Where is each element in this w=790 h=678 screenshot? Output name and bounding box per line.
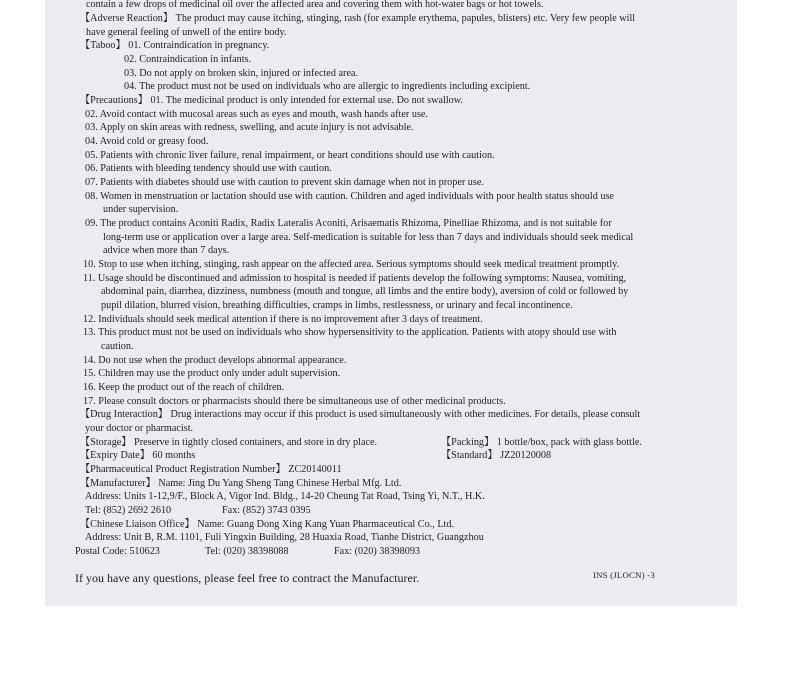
- taboo-line: 03. Do not apply on broken skin, injured or infected area.: [124, 68, 358, 79]
- registration-number-line: 【Pharmaceutical Product Registration Number】 ZC20140011: [80, 464, 342, 475]
- precautions-line: abdominal pain, diarrhea, dizziness, numbness (mouth and tongue, all limbs and the entire body), aversion of cold or followed by: [101, 286, 629, 297]
- precautions-line: 07. Patients with diabetes should use with caution to prevent skin damage when not in proper use.: [85, 177, 484, 188]
- standard-line: 【Standard】 JZ20120008: [441, 450, 552, 461]
- liaison-tel: Tel: (020) 38398088: [205, 546, 289, 557]
- precautions-line: 05. Patients with chronic liver failure, renal impairment, or heart conditions should use with caution.: [85, 150, 495, 161]
- precautions-line: long-term use or application over a large area. Self-medication is suitable for less than 7 days and individuals should seek medical: [103, 232, 634, 243]
- manufacturer-fax: Fax: (852) 3743 0395: [222, 505, 311, 516]
- taboo-line: 【Taboo】 01. Contraindication in pregnancy.: [80, 40, 270, 51]
- taboo-line: 02. Contraindication in infants.: [124, 54, 252, 65]
- liaison-office-address: Address: Unit B, R.M. 1101, Fuli Yingxin Building, 28 Huaxia Road, Tianhe District, Guangzhou: [85, 532, 484, 543]
- precautions-line: pupil dilation, blurred vision, breathing difficulties, cramps in limbs, restlessness, or urinary and fecal incontinence.: [101, 300, 573, 311]
- precautions-line: 15. Children may use the product only under adult supervision.: [83, 368, 341, 379]
- adverse-reaction-line: 【Adverse Reaction】 The product may cause itching, stinging, rash (for example erythema, papules, blisters) etc. Very few people will: [80, 13, 636, 24]
- precautions-line: under supervision.: [103, 204, 179, 215]
- precautions-line: 17. Please consult doctors or pharmacists should there be simultaneous use of other medicinal products.: [83, 396, 506, 407]
- precautions-line: 16. Keep the product out of the reach of children.: [83, 382, 285, 393]
- usage-continuation-line: contain a few drops of medicinal oil over the affected area and covering them with hot-water bags or hot towels.: [86, 0, 544, 10]
- precautions-line: 09. The product contains Aconiti Radix, Radix Lateralis Aconiti, Arisaematis Rhizoma, Pinelliae Rhizoma, and is not suitable for: [85, 218, 612, 229]
- precautions-line: caution.: [101, 341, 134, 352]
- leaflet-sheet: [45, 0, 737, 606]
- precautions-line: 08. Women in menstruation or lactation should use with caution. Children and aged individuals with poor health status should use: [85, 191, 614, 202]
- liaison-office-line: 【Chinese Liaison Office】 Name: Guang Dong Xing Kang Yuan Pharmaceutical Co., Ltd.: [80, 519, 455, 530]
- expiry-date-line: 【Expiry Date】 60 months: [80, 450, 196, 461]
- precautions-line: advice when more than 7 days.: [103, 245, 230, 256]
- precautions-line: 03. Apply on skin areas with redness, swelling, and acute injury is not advisable.: [85, 122, 414, 133]
- precautions-line: 14. Do not use when the product develops abnormal appearance.: [83, 355, 347, 366]
- precautions-line: 06. Patients with bleeding tendency should use with caution.: [85, 163, 332, 174]
- taboo-line: 04. The product must not be used on individuals who are allergic to ingredients including excipient.: [124, 81, 531, 92]
- manufacturer-tel: Tel: (852) 2692 2610: [85, 505, 172, 516]
- precautions-line: 02. Avoid contact with mucosal areas such as eyes and mouth, wash hands after use.: [85, 109, 428, 120]
- adverse-reaction-line: have general feeling of unwell of the entire body.: [86, 27, 287, 38]
- precautions-line: 10. Stop to use when itching, stinging, rash appear on the affected area. Serious symptoms should seek medical treatment promptly.: [83, 259, 620, 270]
- precautions-line: 04. Avoid cold or greasy food.: [85, 136, 209, 147]
- document-code: INS (JLOCN) -3: [593, 570, 655, 580]
- precautions-line: 11. Usage should be discontinued and admission to hospital is needed if patients develop the following symptoms: Nausea, vomiting,: [83, 273, 627, 284]
- drug-interaction-line: your doctor or pharmacist.: [85, 423, 194, 434]
- precautions-line: 13. This product must not be used on individuals who show hypersensitivity to the application. Patients with atopy should use with: [83, 327, 617, 338]
- manufacturer-line: 【Manufacturer】 Name: Jing Du Yang Sheng Tang Chinese Herbal Mfg. Ltd.: [80, 478, 402, 489]
- manufacturer-address: Address: Units 1-12,9/F., Block A, Vigor Ind. Bldg., 14-20 Cheung Tat Road, Tsing Yi, N.T., H.K.: [85, 491, 485, 502]
- contact-manufacturer-note: If you have any questions, please feel free to contract the Manufacturer.: [75, 571, 420, 585]
- liaison-fax: Fax: (020) 38398093: [334, 546, 421, 557]
- drug-interaction-line: 【Drug Interaction】 Drug interactions may occur if this product is used simultaneously with other medicines. For details, please consult: [80, 409, 641, 420]
- liaison-postal-code: Postal Code: 510623: [75, 546, 160, 557]
- packing-line: 【Packing】 1 bottle/box, pack with glass bottle.: [441, 437, 642, 448]
- precautions-line: 【Precautions】 01. The medicinal product is only intended for external use. Do not swallow.: [80, 95, 463, 106]
- storage-line: 【Storage】 Preserve in tightly closed containers, and store in dry place.: [80, 437, 378, 448]
- precautions-line: 12. Individuals should seek medical attention if there is no improvement after 3 days of treatment.: [83, 314, 483, 325]
